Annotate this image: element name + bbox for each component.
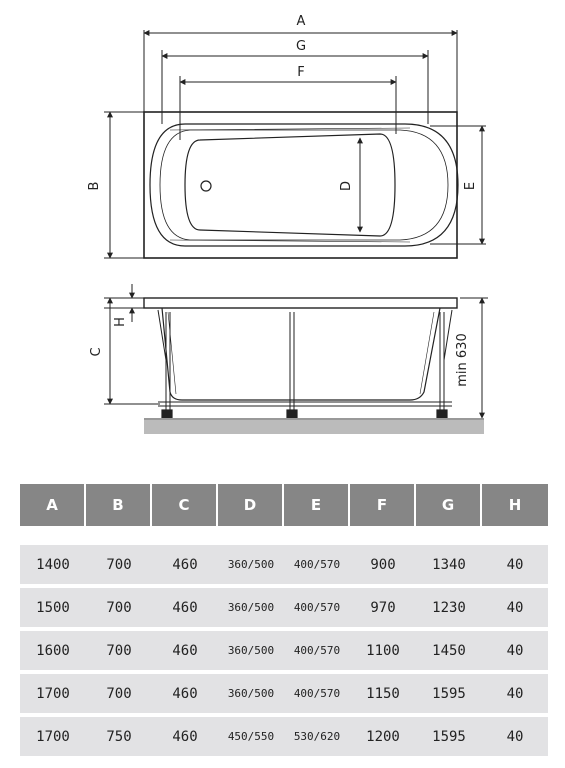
tub-rim bbox=[150, 124, 458, 246]
side-view bbox=[144, 298, 457, 418]
dim-label-h: H bbox=[113, 317, 128, 327]
frame bbox=[158, 310, 452, 412]
tub-outline bbox=[144, 112, 457, 258]
table-cell: 460 bbox=[152, 545, 218, 588]
table-header-cell: G bbox=[416, 484, 482, 526]
table-cell: 360/500 bbox=[218, 674, 284, 717]
tub-basin bbox=[185, 134, 395, 236]
table-cell: 700 bbox=[86, 588, 152, 631]
table-cell: 40 bbox=[482, 717, 548, 760]
table-row bbox=[20, 717, 548, 760]
table-cell: 400/570 bbox=[284, 631, 350, 674]
dim-label-d: D bbox=[339, 180, 354, 192]
table-header-cell: F bbox=[350, 484, 416, 526]
table-header-cell: C bbox=[152, 484, 218, 526]
side-rim bbox=[144, 298, 457, 308]
top-view bbox=[144, 112, 458, 258]
table-cell: 1200 bbox=[350, 717, 416, 760]
table-cell: 970 bbox=[350, 588, 416, 631]
table-cell: 700 bbox=[86, 674, 152, 717]
table-cell: 1600 bbox=[20, 631, 86, 674]
dim-label-b: B bbox=[87, 181, 102, 191]
table-cell: 900 bbox=[350, 545, 416, 588]
tub-body bbox=[162, 308, 440, 400]
table-cell: 460 bbox=[152, 588, 218, 631]
table-row bbox=[20, 588, 548, 631]
table-cell: 530/620 bbox=[284, 717, 350, 760]
table-header-cell: A bbox=[20, 484, 86, 526]
table-cell: 40 bbox=[482, 545, 548, 588]
table-header-cell: E bbox=[284, 484, 350, 526]
table-row bbox=[20, 674, 548, 717]
table-cell: 1400 bbox=[20, 545, 86, 588]
dim-label-min-height: min 630 bbox=[455, 333, 470, 387]
top-dimensions bbox=[104, 30, 486, 258]
table-cell: 360/500 bbox=[218, 631, 284, 674]
dim-label-f: F bbox=[297, 65, 305, 80]
table-cell: 450/550 bbox=[218, 717, 284, 760]
table-header-cell: B bbox=[86, 484, 152, 526]
table-cell: 700 bbox=[86, 631, 152, 674]
table-cell: 1595 bbox=[416, 717, 482, 760]
dim-label-c: C bbox=[89, 347, 104, 357]
drain-icon bbox=[201, 181, 211, 191]
table-cell: 360/500 bbox=[218, 545, 284, 588]
dimensions-table bbox=[20, 484, 548, 760]
table-cell: 460 bbox=[152, 717, 218, 760]
table-cell: 40 bbox=[482, 631, 548, 674]
floor bbox=[144, 418, 484, 434]
table-cell: 750 bbox=[86, 717, 152, 760]
table-header-cell: H bbox=[482, 484, 548, 526]
table-cell: 40 bbox=[482, 588, 548, 631]
dim-label-a: A bbox=[296, 14, 306, 29]
table-cell: 460 bbox=[152, 631, 218, 674]
table-cell: 1700 bbox=[20, 717, 86, 760]
table-cell: 460 bbox=[152, 674, 218, 717]
table-header-cell: D bbox=[218, 484, 284, 526]
dim-label-g: G bbox=[295, 39, 307, 54]
table-cell: 1450 bbox=[416, 631, 482, 674]
table-cell: 40 bbox=[482, 674, 548, 717]
table-cell: 1700 bbox=[20, 674, 86, 717]
table-header-row bbox=[20, 484, 548, 526]
table-cell: 1595 bbox=[416, 674, 482, 717]
table-cell: 400/570 bbox=[284, 674, 350, 717]
table-row bbox=[20, 631, 548, 674]
table-cell: 1340 bbox=[416, 545, 482, 588]
table-cell: 360/500 bbox=[218, 588, 284, 631]
dim-label-e: E bbox=[463, 181, 478, 191]
table-cell: 400/570 bbox=[284, 545, 350, 588]
table-row bbox=[20, 545, 548, 588]
table-cell: 1150 bbox=[350, 674, 416, 717]
table-cell: 400/570 bbox=[284, 588, 350, 631]
table-cell: 1100 bbox=[350, 631, 416, 674]
table-cell: 700 bbox=[86, 545, 152, 588]
side-dimensions bbox=[104, 284, 488, 418]
table-cell: 1230 bbox=[416, 588, 482, 631]
table-cell: 1500 bbox=[20, 588, 86, 631]
